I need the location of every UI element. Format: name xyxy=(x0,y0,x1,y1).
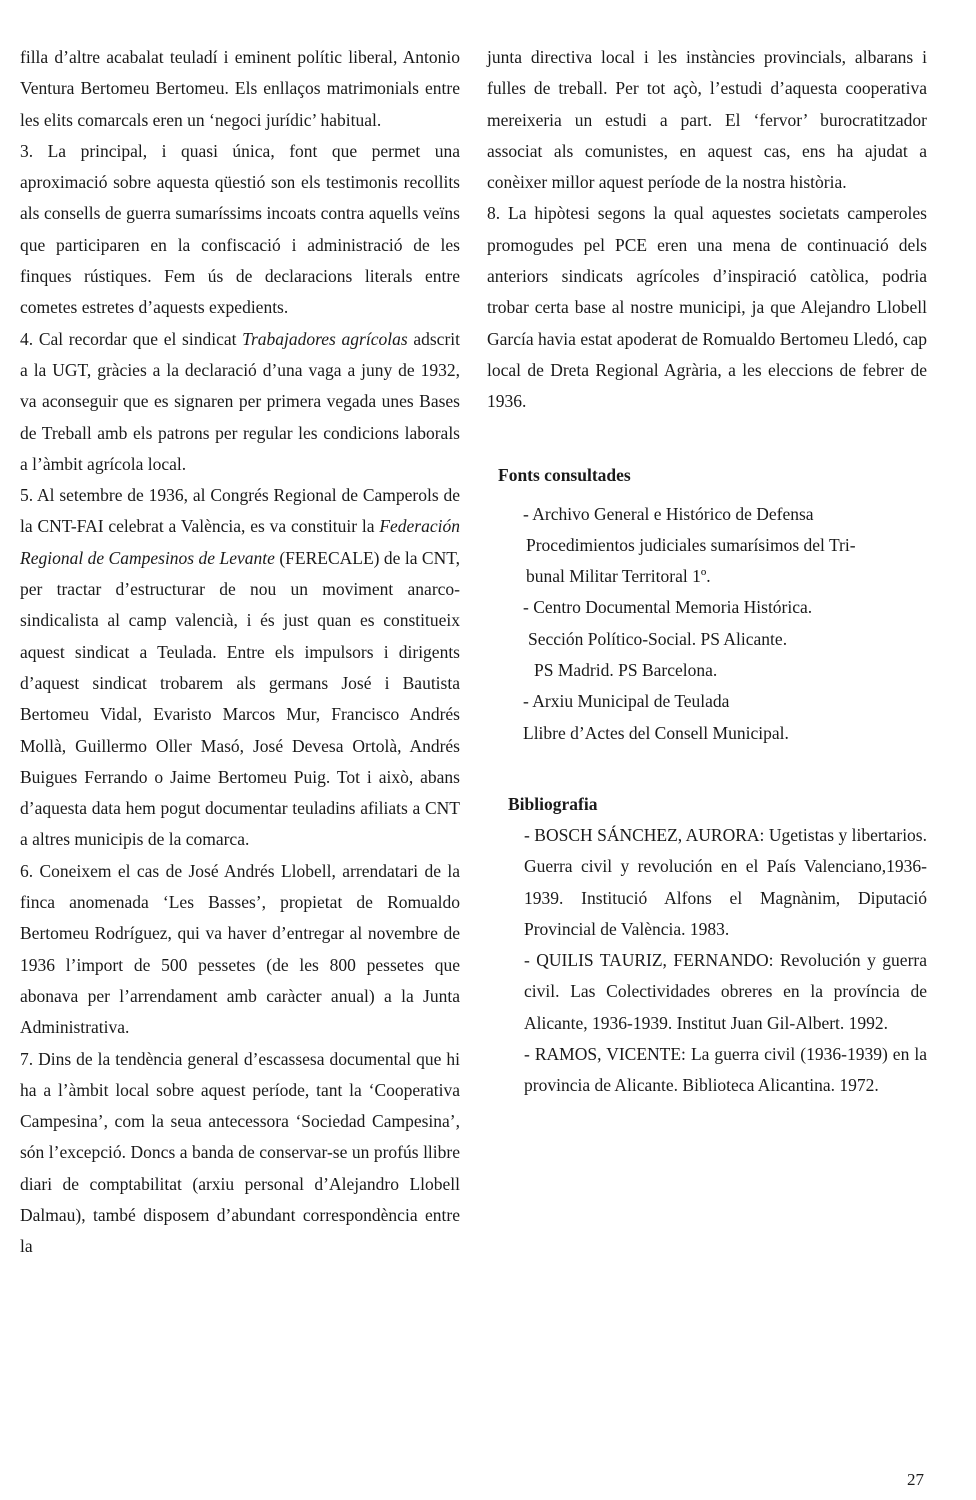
notes-left xyxy=(20,42,460,1263)
page-number: 27 xyxy=(907,1470,924,1489)
text-run: filla d’altre acabalat teuladí i eminent polític liberal, Antonio Ventura Bertomeu Bertomeu. Els enllaços matrimonials entre les elits comarcals eren un ‘negoci jurídic’ habitual. xyxy=(20,47,460,130)
source-item: PS Madrid. PS Barcelona. xyxy=(534,660,718,681)
fonts-heading: Fonts consultades xyxy=(498,464,631,485)
text-run: 7. Dins de la tendència general d’escassesa documental que hi ha a l’àmbit local sobre aquest període, tant la ‘Cooperativa Campesina’, com la seua antecessora ‘Sociedad Campesina’, són l’excepció. Doncs a banda de conservar-se un profús llibre diari de comptabilitat (arxiu personal d’Alejandro Llobell Dalmau), també disposem d’abundant correspondència entre la xyxy=(20,1048,460,1257)
text-run: 5. Al setembre de 1936, al Congrés Regional de Camperols de la CNT-FAI celebrat a València, es va constituir la xyxy=(20,485,460,537)
text-run: 6. Coneixem el cas de José Andrés Llobell, arrendatari de la finca anomenada ‘Les Basses’, propietat de Romualdo Bertomeu Rodríguez, qui va haver d’entregar al novembre de 1936 l’import de 500 pessetes (de les 800 pessetes que abonava per l’arrendament amb caràcter anual) a la Junta Administrativa. xyxy=(20,860,460,1038)
text-run: 3. La principal, i quasi única, font que permet una aproximació sobre aquesta qüestió son els testimonis recollits als consells de guerra sumaríssims incoats contra aquells veïns que participaren en la confiscació i administració de les finques rústiques. Fem ús de declaracions literals entre cometes estretes d’aquests expedients. xyxy=(20,140,460,318)
footnote-paragraph xyxy=(20,136,460,324)
text-run: - BOSCH SÁNCHEZ, AURORA: xyxy=(524,824,769,845)
italic-text: Revolución y guerra civil. Las Colectividades obreres en la província de Alicante, 1936-1939 xyxy=(524,950,928,1033)
bibliography-list xyxy=(487,820,927,1102)
bibliography-entry xyxy=(487,945,927,1039)
source-item: - Archivo General e Histórico de Defensa xyxy=(523,503,814,524)
italic-text: Trabajadores agrícolas xyxy=(242,328,408,349)
text-run: - QUILIS TAURIZ, FERNANDO: xyxy=(524,950,780,971)
text-run: - RAMOS, VICENTE: xyxy=(524,1044,691,1065)
bibliography-entry xyxy=(487,1039,927,1102)
text-run: . Institució Alfons el Magnànim, Diputació Provincial de València. 1983. xyxy=(524,887,927,939)
footnote-paragraph xyxy=(487,42,927,198)
text-run: adscrit a la UGT, gràcies a la declaració d’una vaga a juny de 1932, va aconseguir que es signaren per primera vegada unes Bases de Treball amb els patrons per regular les condicions laborals a l’àmbit agrícola local. xyxy=(20,328,460,474)
notes-right xyxy=(487,42,927,418)
source-item: Llibre d’Actes del Consell Municipal. xyxy=(523,722,789,743)
bibliography-heading: Bibliografia xyxy=(508,793,598,814)
source-item: - Arxiu Municipal de Teulada xyxy=(523,691,730,712)
footnote-paragraph xyxy=(20,856,460,1044)
source-item: Sección Político-Social. PS Alicante. xyxy=(528,628,788,649)
footnote-paragraph xyxy=(487,198,927,417)
footnote-paragraph xyxy=(20,42,460,136)
right-column xyxy=(487,42,927,1102)
text-run: . Biblioteca Alicantina. 1972. xyxy=(673,1075,879,1096)
bibliography-entry xyxy=(487,820,927,945)
source-item: Procedimientos judiciales sumarísimos del Tri- xyxy=(526,534,856,555)
footnote-paragraph xyxy=(20,324,460,480)
text-run: 8. La hipòtesi segons la qual aquestes societats camperoles promogudes pel PCE eren una mena de continuació dels anteriors sindicats agrícoles d’inspiració catòlica, podria trobar certa base al nostre municipi, ja que Alejandro Llobell García havia estat apoderat de Romualdo Bertomeu Lledó, cap local de Dreta Regional Agrària, a les eleccions de febrer de 1936. xyxy=(487,203,927,412)
footnote-paragraph xyxy=(20,1044,460,1263)
text-run: junta directiva local i les instàncies provincials, albarans i fulles de treball. Per tot açò, l’estudi d’aquesta cooperativa mereixeria un estudi a part. El ‘fervor’ burocratitzador associat als comunistes, en aquest cas, ens ha ajudat a conèixer millor aquest període de la nostra història. xyxy=(487,47,927,193)
italic-text: La guerra civil (1936-1939) en la provincia de Alicante xyxy=(524,1044,927,1096)
text-run: 4. Cal recordar que el sindicat xyxy=(20,328,243,349)
text-run: (FERECALE) de la CNT, per tractar d’estructurar de nou un moviment anarco-sindicalista al camp valencià, i és just quan es constitueix aquest sindicat a Teulada. Entre els impulsors i dirigents d’aquest sindicat trobarem als germans José i Bautista Bertomeu Vidal, Evaristo Marcos Mur, Francisco Andrés Mollà, Guillermo Oller Masó, José Devesa Ortolà, Andrés Buigues Ferrando o Jaime Bertomeu Puig. Tot i això, abans d’aquesta data hem pogut documentar teuladins afiliats a CNT a altres municipis de la comarca. xyxy=(20,547,460,850)
fonts-list xyxy=(487,499,927,749)
text-run: . Institut Juan Gil-Albert. 1992. xyxy=(667,1012,889,1033)
source-item: - Centro Documental Memoria Histórica. xyxy=(523,597,813,618)
italic-text: Federación Regional de Campesinos de Levante xyxy=(20,516,460,568)
italic-text: Ugetistas y libertarios. Guerra civil y revolución en el País Valenciano,1936-1939 xyxy=(524,824,927,908)
left-column xyxy=(20,42,460,1263)
footnote-paragraph xyxy=(20,480,460,856)
source-item: bunal Militar Territoral 1º. xyxy=(526,566,711,587)
